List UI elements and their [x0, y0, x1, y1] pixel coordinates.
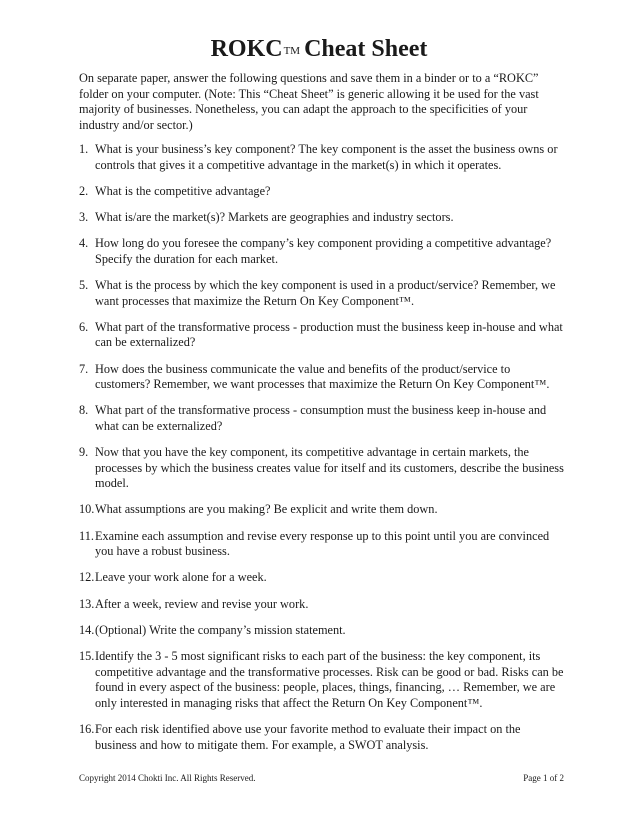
- title-rest: Cheat Sheet: [304, 36, 428, 62]
- question-item: [79, 570, 564, 586]
- question-text: What is the process by which the key component is used in a product/service? Remember, we want processes that maximize the Return On Key Component™.: [95, 277, 556, 308]
- question-text: What is/are the market(s)? Markets are geographies and industry sectors.: [95, 209, 454, 224]
- question-number: 10.: [79, 502, 95, 517]
- question-text: For each risk identified above use your favorite method to evaluate their impact on the business and how to mitigate them. For example, a SWOT analysis.: [95, 721, 521, 752]
- question-item: [79, 445, 564, 492]
- question-item: [79, 320, 564, 351]
- question-item: [79, 623, 564, 639]
- question-number: 12.: [79, 570, 95, 585]
- question-number: 6.: [79, 319, 89, 334]
- question-number: 14.: [79, 622, 95, 637]
- question-item: [79, 649, 564, 711]
- question-item: [79, 722, 564, 753]
- question-number: 7.: [79, 361, 89, 376]
- page-title: [0, 34, 638, 64]
- question-number: 4.: [79, 236, 89, 251]
- question-list: [79, 142, 564, 764]
- page-number: Page 1 of 2: [523, 773, 564, 783]
- question-item: [79, 278, 564, 309]
- copyright-notice: Copyright 2014 Chokti Inc. All Rights Reserved.: [79, 773, 256, 783]
- question-item: [79, 529, 564, 560]
- question-text: What is the competitive advantage?: [95, 183, 271, 198]
- question-text: What assumptions are you making? Be explicit and write them down.: [95, 502, 438, 517]
- question-number: 2.: [79, 183, 89, 198]
- question-item: [79, 142, 564, 173]
- intro-paragraph: On separate paper, answer the following questions and save them in a binder or to a “ROKC” folder on your computer. (Note: This “Cheat Sheet” is generic allowing it be used for the vast majority of businesses. Nonetheless, you can adapt the approach to the specificities of your industry and/or sector.): [79, 71, 539, 132]
- question-text: What is your business’s key component? The key component is the asset the business owns or controls that gives it a competitive advantage in the market(s) in which it operates.: [95, 142, 558, 172]
- question-item: [79, 502, 564, 518]
- question-text: After a week, review and revise your work.: [95, 596, 309, 611]
- question-text: What part of the transformative process - consumption must the business keep in-house and what can be externalized?: [95, 403, 547, 433]
- question-text: How long do you foresee the company’s key component providing a competitive advantage? Specify the duration for each market.: [95, 236, 552, 266]
- title-trademark: TM: [283, 45, 301, 57]
- question-text: What part of the transformative process - production must the business keep in-house and what can be externalized?: [95, 319, 563, 350]
- question-text: Identify the 3 - 5 most significant risks to each part of the business: the key component, its competitive advantage and the transformative processes. Risk can be good or bad. Risks can be found in every aspect of the business: people, places, things, financing, … Remember, we are only interested in managing risks that affect the Return On Key Component™.: [95, 648, 564, 710]
- question-text: Examine each assumption and revise every response up to this point until you are convinced you have a robust business.: [95, 528, 550, 559]
- question-number: 13.: [79, 596, 95, 611]
- question-number: 15.: [79, 648, 95, 663]
- question-item: [79, 236, 564, 267]
- question-number: 8.: [79, 403, 89, 418]
- question-item: [79, 597, 564, 613]
- question-text: Now that you have the key component, its competitive advantage in certain markets, the processes by which the business creates value for itself and its customers, describe the business model.: [95, 445, 564, 491]
- question-item: [79, 184, 564, 200]
- question-number: 5.: [79, 277, 89, 292]
- question-item: [79, 403, 564, 434]
- question-number: 11.: [79, 528, 94, 543]
- question-text: Leave your work alone for a week.: [95, 570, 267, 585]
- question-number: 9.: [79, 445, 89, 460]
- question-item: [79, 210, 564, 226]
- title-main: ROKC: [210, 36, 283, 62]
- question-number: 1.: [79, 142, 89, 156]
- question-text: (Optional) Write the company’s mission statement.: [95, 622, 346, 637]
- question-number: 3.: [79, 209, 89, 224]
- question-number: 16.: [79, 721, 95, 736]
- question-item: [79, 362, 564, 393]
- question-text: How does the business communicate the value and benefits of the product/service to customers? Remember, we want processes that maximize the Return On Key Component™.: [95, 361, 550, 392]
